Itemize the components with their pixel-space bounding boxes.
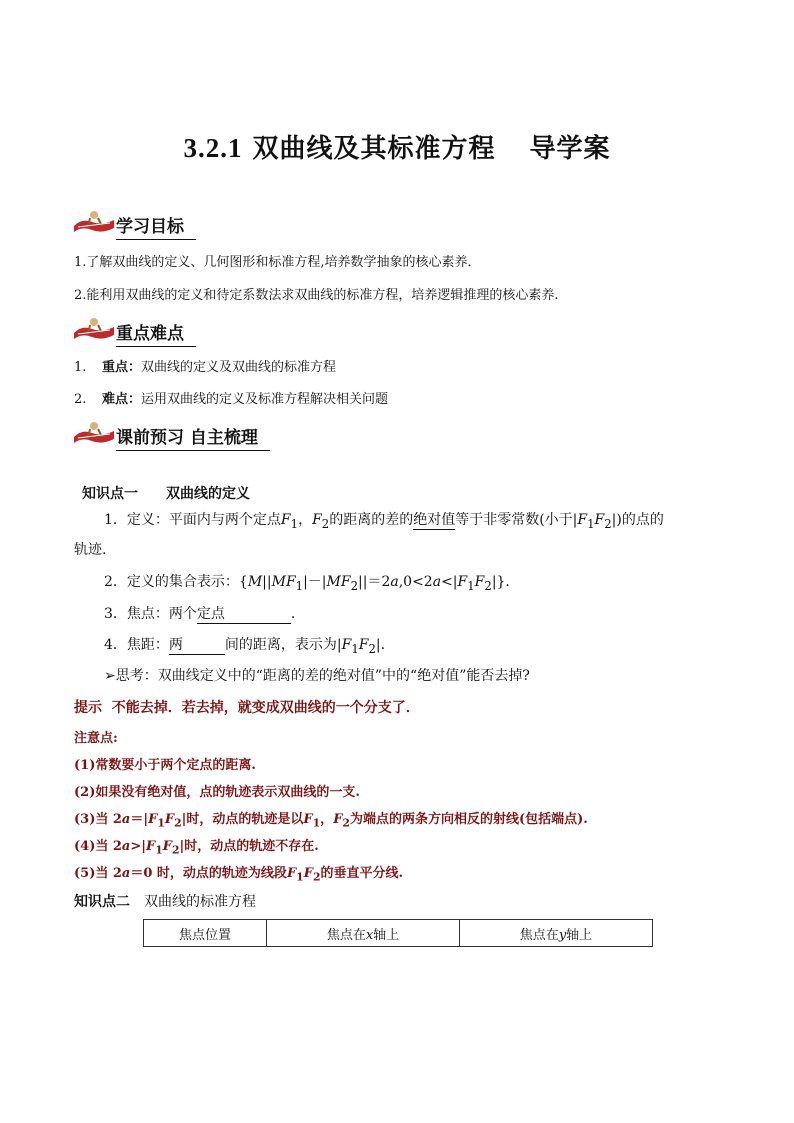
section-goals-label: 学习目标 bbox=[116, 212, 196, 240]
section-preview-label: 课前预习 自主梳理 bbox=[116, 423, 270, 451]
note-item: (4)当 $2a>|F_1F_2|$时，动点的轨迹不存在. bbox=[74, 839, 319, 857]
kp1-hint: 提示 不能去掉．若去掉，就变成双曲线的一个分支了． bbox=[74, 700, 420, 716]
kp1-definition-cont: 轨迹. bbox=[74, 542, 107, 558]
definition-term: 绝对值 bbox=[413, 509, 455, 530]
title-main: 双曲线及其标准方程 bbox=[252, 134, 496, 164]
section-badge-icon bbox=[72, 315, 116, 343]
title-number: 3.2.1 bbox=[183, 133, 243, 163]
focal-blank: 两 bbox=[169, 634, 225, 655]
note-item: (5)当 2a＝0 时，动点的轨迹为线段$F_1F_2$的垂直平分线. bbox=[74, 866, 404, 884]
kp1-focal-distance: 4．焦距：两 间的距离，表示为$|F_1F_2|$. bbox=[104, 634, 385, 656]
focus-blank: 定点 bbox=[197, 603, 291, 624]
notes-title: 注意点: bbox=[74, 731, 118, 746]
section-keypoints bbox=[72, 315, 332, 345]
keypoint-item: 1. 重点：双曲线的定义及双曲线的标准方程 bbox=[74, 360, 337, 375]
kp1-focus: 3．焦点：两个定点 . bbox=[104, 603, 295, 624]
note-item: (1)常数要小于两个定点的距离. bbox=[74, 758, 256, 773]
kp2-heading: 知识点二 双曲线的标准方程 bbox=[74, 894, 256, 910]
section-badge-icon bbox=[72, 419, 116, 447]
section-goals bbox=[72, 208, 332, 238]
title-suffix: 导学案 bbox=[529, 134, 611, 164]
note-item: (2)如果没有绝对值，点的轨迹表示双曲线的一支. bbox=[74, 785, 360, 800]
goal-item: 2.能利用双曲线的定义和待定系数法求双曲线的标准方程，培养逻辑推理的核心素养. bbox=[74, 288, 559, 303]
kp1-set-notation: 2．定义的集合表示：$\{M||MF_1|-|MF_2||=2a,0<2a<|F_1F_2|\}$． bbox=[104, 574, 520, 593]
standard-equation-table bbox=[143, 919, 653, 947]
section-preview bbox=[72, 419, 372, 449]
arrow-icon: ➢ bbox=[104, 668, 116, 684]
page-title bbox=[0, 128, 794, 165]
table-header-cell: 焦点位置 bbox=[144, 920, 267, 947]
section-badge-icon bbox=[72, 208, 116, 236]
table-header-cell: 焦点在y轴上 bbox=[460, 920, 653, 947]
table-header-cell: 焦点在x轴上 bbox=[267, 920, 460, 947]
kp1-definition: 1．定义：平面内与两个定点$F_1$，$F_2$的距离的差的绝对值等于非零常数(小于$|F_1F_2|$)的点的 bbox=[104, 509, 664, 531]
goal-item: 1.了解双曲线的定义、几何图形和标准方程,培养数学抽象的核心素养． bbox=[74, 255, 481, 270]
keypoint-item: 2. 难点：运用双曲线的定义及标准方程解决相关问题 bbox=[74, 392, 389, 407]
note-item: (3)当 $2a=|F_1F_2|$时，动点的轨迹是以$F_1$，$F_2$为端点的两条方向相反的射线(包括端点). bbox=[74, 812, 588, 830]
kp1-heading: 知识点一 双曲线的定义 bbox=[82, 486, 250, 502]
section-keypoints-label: 重点难点 bbox=[116, 319, 196, 347]
kp1-think: ➢思考：双曲线定义中的“距离的差的绝对值”中的“绝对值”能否去掉? bbox=[104, 668, 530, 684]
table-row bbox=[144, 920, 653, 947]
